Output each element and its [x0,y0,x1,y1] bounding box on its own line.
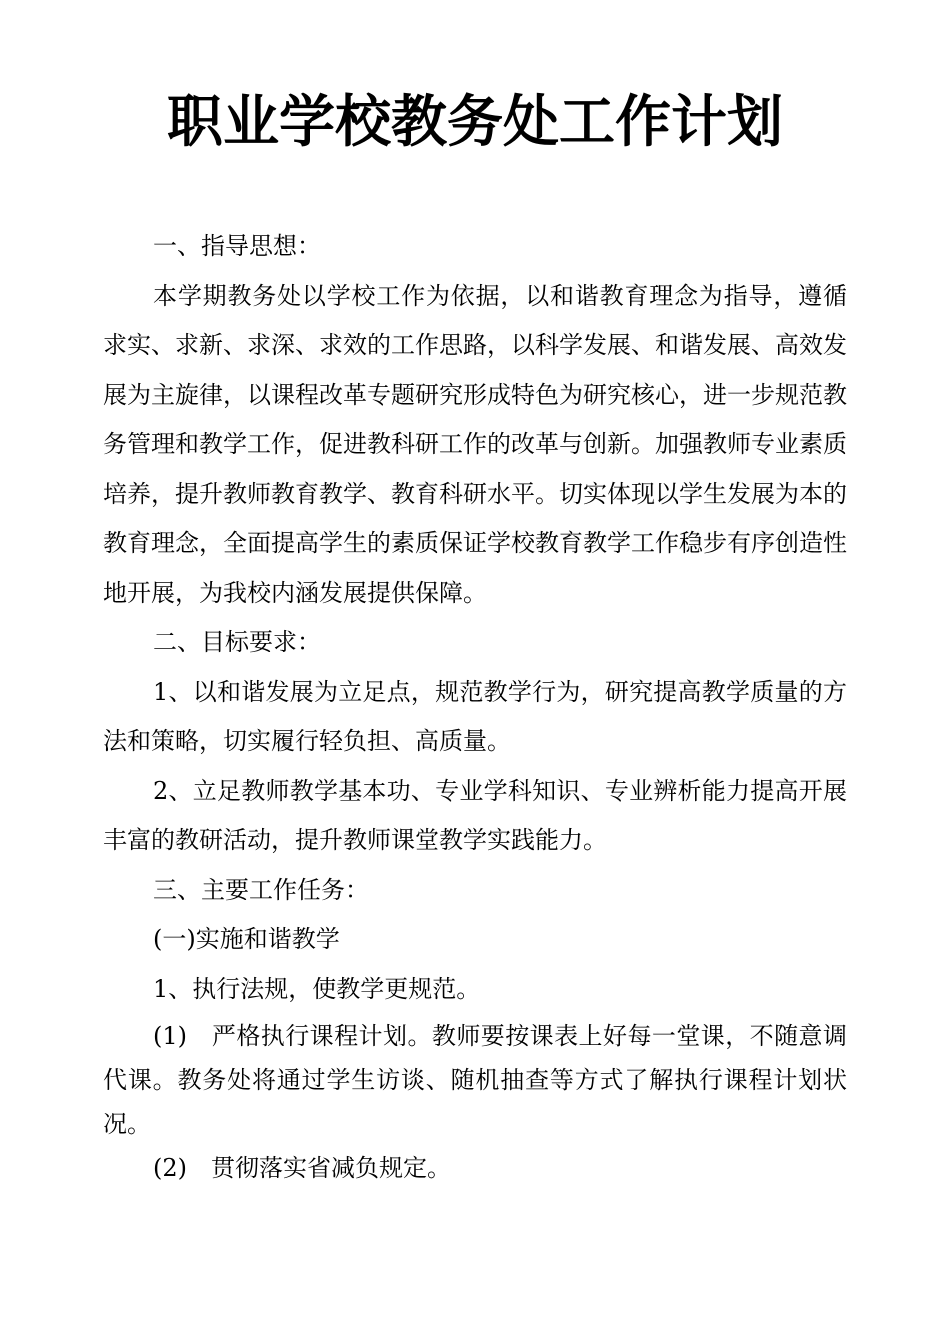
section-heading-guiding-ideology: 一、指导思想： [153,232,321,260]
list-item-burden-reduction: (2) 贯彻落实省减负规定。 [153,1154,451,1182]
list-item-course-plan: (1) 严格执行课程计划。教师要按课表上好每一堂课，不随意调代课。教务处将通过学生访谈、随机抽查等方式了解执行课程计划状况。 [103,1022,847,1138]
paragraph-goal-2: 2、立足教师教学基本功、专业学科知识、专业辨析能力提高开展丰富的教研活动，提升教师课堂教学实践能力。 [103,776,847,854]
subsection-heading-harmonious-teaching: (一)实施和谐教学 [153,925,340,953]
paragraph-guiding-ideology: 本学期教务处以学校工作为依据，以和谐教育理念为指导，遵循求实、求新、求深、求效的工作思路，以科学发展、和谐发展、高效发展为主旋律，以课程改革专题研究形成特色为研究核心，进一步规范教务管理和教学工作，促进教科研工作的改革与创新。加强教师专业素质培养，提升教师教育教学、教育科研水平。切实体现以学生发展为本的教育理念，全面提高学生的素质保证学校教育教学工作稳步有序创造性地开展，为我校内涵发展提供保障。 [103,281,847,607]
section-heading-main-tasks: 三、主要工作任务： [153,875,369,904]
list-item-enforce-regulations: 1、执行法规，使教学更规范。 [153,974,481,1003]
document-body [103,222,847,1190]
document-title: 职业学校教务处工作计划 [167,90,783,155]
paragraph-goal-1: 1、以和谐发展为立足点，规范教学行为，研究提高教学质量的方法和策略，切实履行轻负担、高质量。 [103,677,847,755]
section-heading-goals: 二、目标要求： [153,628,321,656]
